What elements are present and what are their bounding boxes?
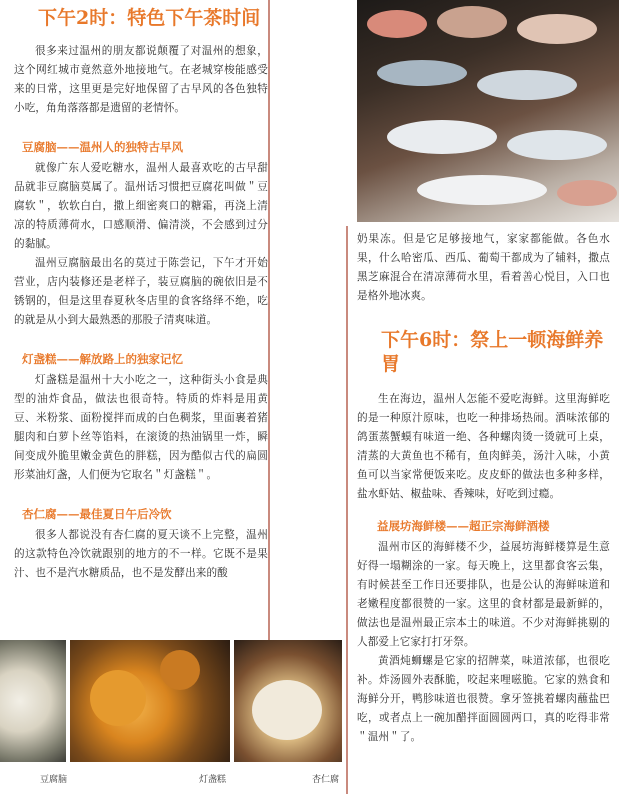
restaurant-subheading: 益展坊海鲜楼——超正宗海鲜酒楼 [377, 519, 550, 533]
lamp-cake-photo [70, 640, 230, 762]
caption-tofu-pudding: 豆腐脑 [40, 775, 68, 785]
tofu-pudding-paragraph-1: 就像广东人爱吃糖水，温州人最喜欢吃的古早甜品就非豆腐脑莫属了。温州话习惯把豆腐花叫做＂豆腐软＂，软软白白，撒上细密爽口的糖霜，再浇上清凉的特质薄荷水，口感顺滑、偏清淡，不会感到过分的黏腻。 [14, 162, 268, 250]
caption-lamp-cake: 灯盏糕 [199, 775, 227, 785]
lamp-cake-paragraph: 灯盏糕是温州十大小吃之一，这种街头小食是典型的油炸食品，做法也很奇特。特质的炸料是用黄豆、米粉浆、面粉搅拌而成的白色稠浆，里面裹着猪腿肉和白萝卜丝等馅料，在滚烫的热油锅里一炸，瞬间变成外脆里嫩金黄色的胖糕，因为酷似古代的扁圆形菜油灯盏，人们便为它取名＂灯盏糕＂。 [14, 374, 268, 481]
lamp-cake-subheading: 灯盏糕——解放路上的独家记忆 [22, 352, 183, 366]
almond-tofu-photo [234, 640, 342, 762]
intro-paragraph: 很多来过温州的朋友都说颠覆了对温州的想象，这个网红城市竟然意外地接地气。在老城穿梭能感受来的日常，这里更是完好地保留了古早风的各色独特小吃，角角落落都是遗留的老情怀。 [14, 45, 268, 114]
right-column [357, 230, 610, 747]
seafood-paragraph: 生在海边，温州人怎能不爱吃海鲜。这里海鲜吃的是一种原汁原味，也吃一种排场热闹。酒味浓郁的鸽蛋蒸蟹蟆有味道一绝、各种螺肉烫一烫就可上桌，清蒸的大黄鱼也不稀有，鱼肉鲜美，汤汁入味，小黄鱼可以当家常便饭来吃。皮皮虾的做法也多种多样，盐水虾姑、椒盐味、香辣味，好吃到过瘾。 [357, 393, 610, 500]
left-column [14, 0, 268, 583]
column-divider-right [346, 226, 348, 794]
almond-tofu-subheading: 杏仁腐——最佳夏日午后冷饮 [22, 507, 172, 521]
restaurant-paragraph-2: 黄酒炖蛳螺是它家的招牌菜，味道浓郁，也很吃补。炸汤圆外表酥脆，咬起来哩嗞脆。它家的熟食和海鲜分开，鸭胗味道也很赞。拿牙签挑着螺肉蘸盐巴吃，或者点上一碗加醋拌面圆圆两口，真的吃得非常＂温州＂了。 [357, 655, 610, 743]
almond-tofu-paragraph: 很多人都说没有杏仁腐的夏天谈不上完整，温州的这款特色冷饮就跟别的地方的不一样。它既不是果汁、也不是汽水糖质品，也不是发酵出来的酸 [14, 529, 268, 579]
caption-almond-tofu: 杏仁腐 [312, 775, 340, 785]
tofu-pudding-paragraph-2: 温州豆腐脑最出名的莫过于陈尝记，下午才开始营业，店内装修还是老样子，装豆腐脑的碗依旧是不锈钢的，但是这里春夏秋冬店里的食客络绎不绝，吃的就是从小到大最熟悉的那股子清爽味道。 [14, 257, 268, 326]
seafood-photo [357, 0, 619, 222]
tofu-pudding-photo [0, 640, 66, 762]
column-divider-left [268, 0, 270, 640]
almond-tofu-continued: 奶果冻。但是它足够接地气，家家都能做。各色水果，什么哈密瓜、西瓜、葡萄干都成为了辅料，撒点黑芝麻混合在清凉薄荷水里，看着善心悦目，入口也是格外地冰爽。 [357, 233, 610, 302]
restaurant-paragraph-1: 温州市区的海鲜楼不少，益展坊海鲜楼算是生意好得一塌糊涂的一家。每天晚上，这里都食客云集，有时候甚至工作日还要排队，也是公认的海鲜味道和老嫩程度都很赞的一家。这里的食材都是最新鲜的，做法也是温州最正宗本土的味道。不少对海鲜挑剔的人都爱上它家打打牙祭。 [357, 541, 610, 648]
afternoon-tea-heading: 下午2时：特色下午茶时间 [38, 7, 261, 29]
tofu-pudding-subheading: 豆腐脑——温州人的独特古早风 [22, 140, 183, 154]
seafood-heading: 下午6时：祭上一顿海鲜养胃 [381, 329, 604, 375]
